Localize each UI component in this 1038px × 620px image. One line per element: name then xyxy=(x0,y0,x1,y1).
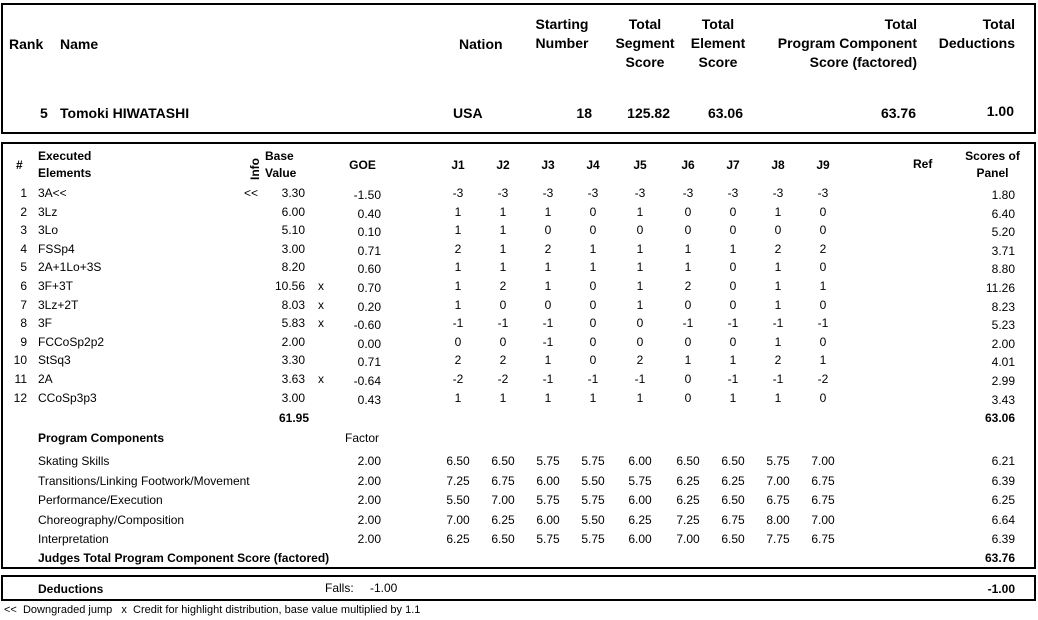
element-panel-score: 8.23 xyxy=(991,300,1015,314)
element-num: 1 xyxy=(20,186,27,200)
judge-header-3: J3 xyxy=(541,158,555,172)
element-judge-score: -2 xyxy=(497,372,509,386)
element-name: 2A+1Lo+3S xyxy=(38,260,102,274)
deductions-label: Deductions xyxy=(38,582,104,596)
col-tes-line2: Element xyxy=(690,35,746,51)
el-col-base-line2: Value xyxy=(265,166,297,180)
judge-header-7: J7 xyxy=(726,158,740,172)
skater-rank: 5 xyxy=(40,105,48,121)
element-num: 12 xyxy=(13,391,27,405)
col-tes-line1: Total xyxy=(701,16,735,32)
element-judge-score: 1 xyxy=(636,279,644,293)
element-goe: -0.64 xyxy=(353,374,381,388)
element-judge-score: 0 xyxy=(589,223,597,237)
pc-judge-score: 5.75 xyxy=(766,454,790,468)
element-name: 3F xyxy=(38,316,53,330)
element-judge-score: 1 xyxy=(544,260,552,274)
element-num: 8 xyxy=(20,316,27,330)
pc-judge-score: 5.50 xyxy=(446,493,470,507)
element-judge-score: 1 xyxy=(544,205,552,219)
element-base-value: 3.63 xyxy=(281,372,305,386)
element-judge-score: 1 xyxy=(819,279,827,293)
element-judge-score: 0 xyxy=(729,335,737,349)
pc-judge-score: 5.75 xyxy=(536,532,560,546)
element-judge-score: 2 xyxy=(774,353,782,367)
element-judge-score: 1 xyxy=(589,242,597,256)
element-goe: 0.60 xyxy=(357,262,381,276)
element-name: StSq3 xyxy=(38,353,71,367)
pc-judge-score: 8.00 xyxy=(766,513,790,527)
element-judge-score: 1 xyxy=(819,353,827,367)
element-judge-score: 1 xyxy=(454,279,462,293)
pc-name: Interpretation xyxy=(38,532,109,546)
el-col-scores-line2: Panel xyxy=(976,166,1009,180)
element-judge-score: 1 xyxy=(729,391,737,405)
element-judge-score: 1 xyxy=(774,279,782,293)
element-num: 2 xyxy=(20,205,27,219)
pc-judge-score: 5.75 xyxy=(536,493,560,507)
element-judge-score: 1 xyxy=(499,391,507,405)
element-judge-score: 0 xyxy=(729,223,737,237)
footnote: << Downgraded jump x Credit for highlight distribution, base value multiplied by 1.1 xyxy=(4,604,421,616)
element-judge-score: 2 xyxy=(499,353,507,367)
element-judge-score: 1 xyxy=(684,353,692,367)
element-judge-score: 1 xyxy=(454,298,462,312)
pc-total-value: 63.76 xyxy=(984,551,1015,565)
pc-name: Transitions/Linking Footwork/Movement xyxy=(38,474,250,488)
element-panel-score: 6.40 xyxy=(991,207,1015,221)
element-judge-score: -3 xyxy=(817,186,829,200)
element-judge-score: 0 xyxy=(589,279,597,293)
pc-judge-score: 7.25 xyxy=(446,474,470,488)
elements-total-score: 63.06 xyxy=(984,411,1015,425)
element-num: 10 xyxy=(13,353,27,367)
element-bonus-mark: x xyxy=(318,298,324,312)
pc-factor: 2.00 xyxy=(357,474,381,488)
element-judge-score: 0 xyxy=(729,279,737,293)
element-base-value: 5.10 xyxy=(281,223,305,237)
element-judge-score: 1 xyxy=(499,242,507,256)
element-judge-score: 0 xyxy=(729,205,737,219)
pc-judge-score: 5.75 xyxy=(581,493,605,507)
element-base-value: 3.30 xyxy=(281,353,305,367)
element-name: 2A xyxy=(38,372,53,386)
pc-judge-score: 7.00 xyxy=(766,474,790,488)
skater-total-segment-score: 125.82 xyxy=(627,105,670,121)
pc-judge-score: 6.75 xyxy=(766,493,790,507)
element-judge-score: 0 xyxy=(684,205,692,219)
pc-judge-score: 6.50 xyxy=(491,532,515,546)
element-goe: 0.43 xyxy=(357,393,381,407)
col-ded-line1: Total xyxy=(982,16,1015,32)
element-base-value: 6.00 xyxy=(281,205,305,219)
pc-judge-score: 5.50 xyxy=(581,474,605,488)
judge-header-8: J8 xyxy=(771,158,785,172)
element-num: 4 xyxy=(20,242,27,256)
element-judge-score: 0 xyxy=(544,223,552,237)
pc-judge-score: 6.25 xyxy=(446,532,470,546)
el-col-num-label: # xyxy=(16,158,23,172)
pc-judge-score: 6.50 xyxy=(721,532,745,546)
pc-judge-score: 5.75 xyxy=(536,454,560,468)
pc-judge-score: 5.75 xyxy=(628,474,652,488)
judge-header-4: J4 xyxy=(586,158,600,172)
element-panel-score: 2.99 xyxy=(991,374,1015,388)
col-pcs-line3: Score (factored) xyxy=(809,54,917,70)
element-judge-score: 0 xyxy=(544,298,552,312)
element-judge-score: 2 xyxy=(454,353,462,367)
element-num: 3 xyxy=(20,223,27,237)
element-judge-score: 0 xyxy=(589,316,597,330)
element-panel-score: 11.26 xyxy=(985,281,1015,295)
element-judge-score: -3 xyxy=(727,186,739,200)
col-nation-label: Nation xyxy=(459,36,503,52)
pc-factor: 2.00 xyxy=(357,532,381,546)
element-base-value: 10.56 xyxy=(274,279,305,293)
pc-name: Choreography/Composition xyxy=(38,513,185,527)
pc-factor: 2.00 xyxy=(357,454,381,468)
element-judge-score: 0 xyxy=(589,298,597,312)
pc-panel-score: 6.39 xyxy=(991,532,1015,546)
element-panel-score: 5.20 xyxy=(991,225,1015,239)
elements-total-base: 61.95 xyxy=(278,411,309,425)
element-judge-score: 1 xyxy=(729,242,737,256)
element-name: 3Lz xyxy=(38,205,58,219)
pc-judge-score: 6.75 xyxy=(811,474,835,488)
pc-factor: 2.00 xyxy=(357,493,381,507)
pc-judge-score: 7.00 xyxy=(446,513,470,527)
pc-judge-score: 6.00 xyxy=(628,493,652,507)
element-name: CCoSp3p3 xyxy=(38,391,97,405)
element-judge-score: 0 xyxy=(684,298,692,312)
element-judge-score: -2 xyxy=(452,372,464,386)
element-judge-score: 0 xyxy=(819,205,827,219)
element-judge-score: 0 xyxy=(684,223,692,237)
element-bonus-mark: x xyxy=(318,372,324,386)
pc-panel-score: 6.21 xyxy=(991,454,1015,468)
element-judge-score: 1 xyxy=(499,223,507,237)
pc-factor: 2.00 xyxy=(357,513,381,527)
element-panel-score: 8.80 xyxy=(991,262,1015,276)
element-judge-score: 1 xyxy=(636,298,644,312)
element-judge-score: -1 xyxy=(587,372,599,386)
element-judge-score: -1 xyxy=(817,316,829,330)
element-bonus-mark: x xyxy=(318,316,324,330)
element-goe: 0.71 xyxy=(357,355,381,369)
element-judge-score: 0 xyxy=(819,335,827,349)
element-judge-score: -1 xyxy=(542,372,554,386)
element-judge-score: 1 xyxy=(544,353,552,367)
pc-judge-score: 6.25 xyxy=(721,474,745,488)
element-judge-score: 0 xyxy=(636,223,644,237)
element-judge-score: 1 xyxy=(774,298,782,312)
element-judge-score: -1 xyxy=(497,316,509,330)
pc-judge-score: 6.50 xyxy=(446,454,470,468)
judge-header-2: J2 xyxy=(496,158,510,172)
pc-judge-score: 7.25 xyxy=(676,513,700,527)
element-judge-score: 1 xyxy=(454,391,462,405)
element-judge-score: 0 xyxy=(589,353,597,367)
col-tes-line3: Score xyxy=(698,54,738,70)
pc-total-label: Judges Total Program Component Score (factored) xyxy=(38,551,330,565)
element-judge-score: 1 xyxy=(589,260,597,274)
element-num: 11 xyxy=(14,372,27,386)
deductions-total: -1.00 xyxy=(987,582,1015,596)
element-judge-score: 1 xyxy=(684,242,692,256)
element-judge-score: -1 xyxy=(682,316,694,330)
judge-header-5: J5 xyxy=(633,158,647,172)
pc-name: Performance/Execution xyxy=(38,493,163,507)
pc-judge-score: 6.00 xyxy=(536,513,560,527)
element-judge-score: 2 xyxy=(819,242,827,256)
pc-judge-score: 6.25 xyxy=(628,513,652,527)
element-judge-score: -1 xyxy=(727,372,739,386)
element-panel-score: 1.80 xyxy=(991,188,1015,202)
element-base-value: 3.30 xyxy=(281,186,305,200)
element-judge-score: 0 xyxy=(636,316,644,330)
element-judge-score: -1 xyxy=(772,372,784,386)
element-judge-score: 0 xyxy=(589,205,597,219)
element-base-value: 3.00 xyxy=(281,391,305,405)
pc-judge-score: 7.75 xyxy=(766,532,790,546)
pc-panel-score: 6.64 xyxy=(991,513,1015,527)
pc-judge-score: 6.25 xyxy=(491,513,515,527)
element-name: FSSp4 xyxy=(38,242,75,256)
element-name: FCCoSp2p2 xyxy=(38,335,105,349)
element-panel-score: 5.23 xyxy=(991,318,1015,332)
element-panel-score: 2.00 xyxy=(991,337,1015,351)
element-judge-score: -3 xyxy=(682,186,694,200)
element-judge-score: -3 xyxy=(497,186,509,200)
judge-header-9: J9 xyxy=(816,158,830,172)
element-judge-score: 0 xyxy=(819,391,827,405)
element-num: 7 xyxy=(20,298,27,312)
element-panel-score: 4.01 xyxy=(991,355,1015,369)
element-judge-score: -1 xyxy=(634,372,646,386)
element-judge-score: 1 xyxy=(636,205,644,219)
pc-panel-score: 6.39 xyxy=(991,474,1015,488)
pc-judge-score: 5.50 xyxy=(581,513,605,527)
element-base-value: 3.00 xyxy=(281,242,305,256)
element-judge-score: 1 xyxy=(499,205,507,219)
col-tss-line1: Total xyxy=(628,16,662,32)
element-judge-score: 0 xyxy=(454,335,462,349)
element-base-value: 2.00 xyxy=(281,335,305,349)
element-judge-score: 1 xyxy=(544,279,552,293)
pc-judge-score: 6.25 xyxy=(676,493,700,507)
element-judge-score: 0 xyxy=(819,223,827,237)
el-col-info-label: Info xyxy=(248,158,262,180)
element-judge-score: -1 xyxy=(772,316,784,330)
element-goe: -0.60 xyxy=(353,318,381,332)
col-tss-line3: Score xyxy=(625,54,665,70)
element-judge-score: 1 xyxy=(589,391,597,405)
pc-judge-score: 7.00 xyxy=(491,493,515,507)
element-judge-score: 2 xyxy=(454,242,462,256)
element-judge-score: 0 xyxy=(499,298,507,312)
element-judge-score: -1 xyxy=(542,316,554,330)
element-goe: 0.70 xyxy=(357,281,381,295)
element-num: 9 xyxy=(20,335,27,349)
element-base-value: 8.03 xyxy=(281,298,305,312)
pc-judge-score: 6.00 xyxy=(628,532,652,546)
col-tss-line2: Segment xyxy=(615,35,675,51)
col-ded-line2: Deductions xyxy=(938,35,1015,51)
skater-starting-number: 18 xyxy=(576,105,592,121)
pc-panel-score: 6.25 xyxy=(991,493,1015,507)
pc-judge-score: 6.75 xyxy=(721,513,745,527)
element-judge-score: -1 xyxy=(727,316,739,330)
element-name: 3F+3T xyxy=(38,279,74,293)
pc-judge-score: 6.75 xyxy=(811,532,835,546)
element-goe: 0.71 xyxy=(357,244,381,258)
pc-name: Skating Skills xyxy=(38,454,110,468)
element-judge-score: 1 xyxy=(729,353,737,367)
pc-judge-score: 6.00 xyxy=(536,474,560,488)
element-judge-score: 0 xyxy=(684,372,692,386)
skater-nation: USA xyxy=(453,105,483,121)
element-judge-score: 1 xyxy=(454,260,462,274)
element-judge-score: 0 xyxy=(729,260,737,274)
deductions-box xyxy=(1,575,1036,601)
pc-title: Program Components xyxy=(38,431,165,445)
element-judge-score: 1 xyxy=(774,205,782,219)
element-num: 6 xyxy=(20,279,27,293)
element-info: << xyxy=(244,186,259,200)
pc-judge-score: 6.00 xyxy=(628,454,652,468)
element-judge-score: 1 xyxy=(454,205,462,219)
element-panel-score: 3.43 xyxy=(991,393,1015,407)
pc-judge-score: 6.50 xyxy=(491,454,515,468)
element-judge-score: 2 xyxy=(684,279,692,293)
element-judge-score: 0 xyxy=(684,391,692,405)
element-judge-score: 2 xyxy=(636,353,644,367)
element-judge-score: -3 xyxy=(587,186,599,200)
element-judge-score: -2 xyxy=(817,372,829,386)
element-judge-score: 0 xyxy=(499,335,507,349)
pc-judge-score: 6.50 xyxy=(676,454,700,468)
element-judge-score: 0 xyxy=(589,335,597,349)
skater-total-deductions: 1.00 xyxy=(986,103,1014,119)
element-judge-score: 1 xyxy=(684,260,692,274)
pc-factor-label: Factor xyxy=(345,431,380,445)
element-goe: 0.00 xyxy=(357,337,381,351)
pc-judge-score: 7.00 xyxy=(811,454,835,468)
element-judge-score: -1 xyxy=(452,316,464,330)
skater-name: Tomoki HIWATASHI xyxy=(60,105,190,121)
el-col-executed-line2: Elements xyxy=(38,166,92,180)
element-judge-score: 1 xyxy=(774,391,782,405)
element-bonus-mark: x xyxy=(318,279,324,293)
element-judge-score: 0 xyxy=(636,335,644,349)
element-judge-score: 1 xyxy=(774,260,782,274)
element-judge-score: 2 xyxy=(544,242,552,256)
element-judge-score: 0 xyxy=(729,298,737,312)
el-col-base-line1: Base xyxy=(265,149,294,163)
col-name-label: Name xyxy=(60,36,99,52)
el-col-scores-line1: Scores of xyxy=(965,149,1020,163)
element-judge-score: 1 xyxy=(636,391,644,405)
element-judge-score: 1 xyxy=(454,223,462,237)
falls-value: -1.00 xyxy=(370,581,398,595)
element-judge-score: 0 xyxy=(819,298,827,312)
element-judge-score: -1 xyxy=(542,335,554,349)
col-pcs-line2: Program Component xyxy=(777,35,917,51)
element-judge-score: 2 xyxy=(499,279,507,293)
element-judge-score: -3 xyxy=(634,186,646,200)
element-num: 5 xyxy=(20,260,27,274)
col-starting-line2: Number xyxy=(535,35,589,51)
element-panel-score: 3.71 xyxy=(991,244,1015,258)
falls-label: Falls: xyxy=(325,581,354,595)
el-col-ref-label: Ref xyxy=(913,157,933,171)
element-base-value: 8.20 xyxy=(281,260,305,274)
element-goe: 0.40 xyxy=(357,207,381,221)
pc-judge-score: 5.75 xyxy=(581,532,605,546)
pc-judge-score: 7.00 xyxy=(676,532,700,546)
element-judge-score: 2 xyxy=(774,242,782,256)
col-starting-line1: Starting xyxy=(535,16,589,32)
element-goe: 0.10 xyxy=(357,225,381,239)
element-judge-score: -3 xyxy=(542,186,554,200)
skater-total-element-score: 63.06 xyxy=(707,105,743,121)
element-judge-score: 1 xyxy=(544,391,552,405)
element-goe: 0.20 xyxy=(357,300,381,314)
col-pcs-line1: Total xyxy=(884,16,917,32)
element-judge-score: 0 xyxy=(774,223,782,237)
judge-header-6: J6 xyxy=(681,158,695,172)
el-col-executed-line1: Executed xyxy=(38,149,92,163)
element-judge-score: 1 xyxy=(774,335,782,349)
judge-header-1: J1 xyxy=(451,158,465,172)
pc-judge-score: 6.50 xyxy=(721,454,745,468)
el-col-goe-label: GOE xyxy=(349,158,376,172)
element-base-value: 5.83 xyxy=(281,316,305,330)
element-judge-score: -3 xyxy=(452,186,464,200)
pc-judge-score: 6.50 xyxy=(721,493,745,507)
col-rank-label: Rank xyxy=(9,36,44,52)
element-goe: -1.50 xyxy=(353,188,381,202)
element-judge-score: -3 xyxy=(772,186,784,200)
element-name: 3A<< xyxy=(38,186,67,200)
pc-judge-score: 6.25 xyxy=(676,474,700,488)
pc-judge-score: 7.00 xyxy=(811,513,835,527)
element-judge-score: 1 xyxy=(636,260,644,274)
element-judge-score: 0 xyxy=(684,335,692,349)
pc-judge-score: 6.75 xyxy=(491,474,515,488)
element-judge-score: 1 xyxy=(499,260,507,274)
pc-judge-score: 6.75 xyxy=(811,493,835,507)
skater-total-pcs: 63.76 xyxy=(880,105,916,121)
pc-judge-score: 5.75 xyxy=(581,454,605,468)
element-name: 3Lz+2T xyxy=(38,298,79,312)
element-judge-score: 0 xyxy=(819,260,827,274)
element-name: 3Lo xyxy=(38,223,59,237)
element-judge-score: 1 xyxy=(636,242,644,256)
